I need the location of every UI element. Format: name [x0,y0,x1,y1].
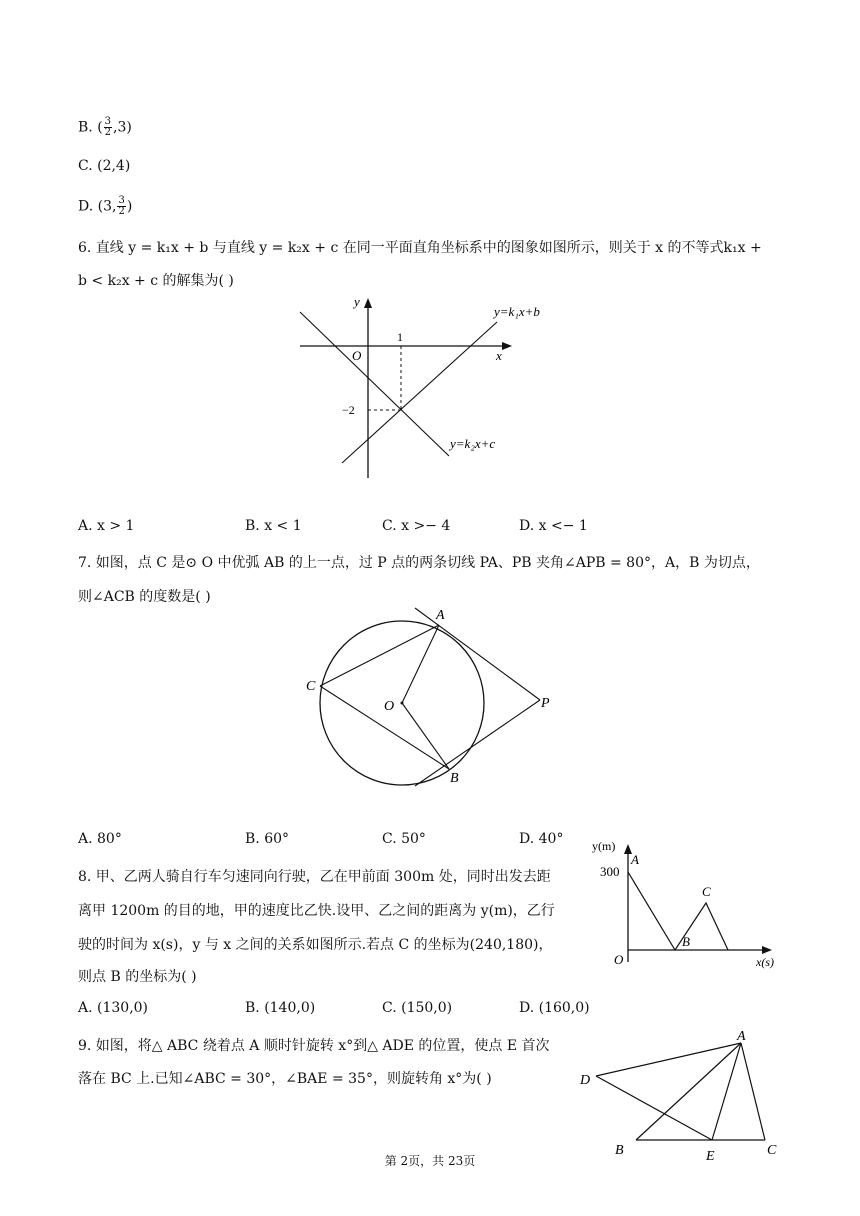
q5-option-c: C. (2,4) [78,158,131,174]
q7-option-c: C. 50° [382,831,426,847]
q7-figure [300,605,575,790]
q6-option-a: A. x > 1 [78,518,135,534]
q6-line-k2 [300,312,449,456]
q9-side-ac [741,1043,765,1140]
q6-y-label: y [354,294,360,309]
q6-x-label: x [496,348,502,363]
q7-label-c: C [306,679,316,694]
q7-tangent-pb [415,700,540,786]
q9-label-c: C [767,1143,777,1158]
q9-figure [575,1028,790,1168]
q8-option-c: C. (150,0) [382,1000,453,1016]
q6-x-arrow [502,342,512,350]
q8-y-tick: 300 [600,864,620,879]
q7-option-b: B. 60° [245,831,290,847]
q8-stem-line1: 8. 甲、乙两人骑自行车匀速同向行驶，乙在甲前面 300m 处，同时出发去距 [78,869,551,885]
q7-center-dot [401,702,404,705]
q9-side-ad [596,1043,741,1076]
page-footer: 第 2页，共 23页 [384,1154,476,1168]
q7-chord-ca [320,625,439,686]
q6-stem-line2: b < k₂x + c 的解集为( ) [78,273,234,289]
q7-label-b: B [450,771,459,786]
q8-origin: O [614,952,624,967]
q6-option-b: B. x < 1 [245,518,302,534]
q6-origin-label: O [352,348,362,363]
q8-y-label: y(m) [592,839,616,853]
q8-figure [590,832,790,972]
q7-option-d: D. 40° [519,831,564,847]
q7-option-a: A. 80° [78,831,122,847]
q8-option-a: A. (130,0) [78,1000,149,1016]
q7-label-a: A [436,608,445,623]
q9-label-b: B [615,1143,624,1158]
q8-stem-line2: 离甲 1200m 的目的地，甲的速度比乙快.设甲、乙之间的距离为 y(m)，乙行 [78,903,555,919]
q6-figure [290,290,580,485]
q6-stem-line1: 6. 直线 y = k₁x + b 与直线 y = k₂x + c 在同一平面直角坐标系中的图象如图所示，则关于 x 的不等式k₁x + [78,240,762,256]
q5-option-d: D. (3, $\frac{3}{2}$ ) [78,195,133,217]
q6-option-c: C. x >− 4 [382,518,451,534]
q6-tick-y: −2 [342,403,355,417]
q7-tangent-pa [415,608,540,700]
q9-side-ab [636,1043,741,1140]
q6-tick-x: 1 [397,330,403,344]
q7-stem-line1: 7. 如图，点 C 是⊙ O 中优弧 AB 的上一点，过 P 点的两条切线 PA、PB 夹角∠APB = 80°，A，B 为切点， [78,555,760,571]
q8-option-d: D. (160,0) [519,1000,590,1016]
q6-option-d: D. x <− 1 [519,518,588,534]
q9-label-d: D [580,1073,591,1088]
q8-graph-line [628,872,728,950]
q7-label-p: P [541,696,550,711]
q9-stem-line1: 9. 如图，将△ ABC 绕着点 A 顺时针旋转 x°到△ ADE 的位置，使点 E 首次 [78,1038,550,1054]
q8-label-c: C [702,884,711,899]
q8-option-b: B. (140,0) [245,1000,316,1016]
q6-line2-label: y=k₂x+c [450,436,496,451]
q6-y-arrow [364,298,372,308]
q8-x-arrow [762,946,772,954]
q9-side-ae [712,1043,741,1140]
q8-label-b: B [682,934,690,949]
q9-stem-line2: 落在 BC 上.已知∠ABC = 30°，∠BAE = 35°，则旋转角 x°为( ) [78,1071,492,1087]
q8-stem-line4: 则点 B 的坐标为( ) [78,969,197,985]
q9-label-e: E [706,1149,715,1164]
q7-radius-oa [402,625,439,703]
q5-option-b: B. ( $\frac{3}{2}$ ,3) [78,116,132,138]
q7-label-o: O [384,699,395,714]
q8-stem-line3: 驶的时间为 x(s)，y 与 x 之间的关系如图所示.若点 C 的坐标为(240,180)， [78,937,553,953]
q9-label-a: A [737,1029,746,1044]
q7-radius-ob [402,703,449,769]
q7-stem-line2: 则∠ACB 的度数是( ) [78,589,211,605]
q6-line1-label: y=k₁x+b [494,304,540,319]
q8-x-label: x(s) [756,955,774,969]
q8-label-a: A [631,852,639,867]
